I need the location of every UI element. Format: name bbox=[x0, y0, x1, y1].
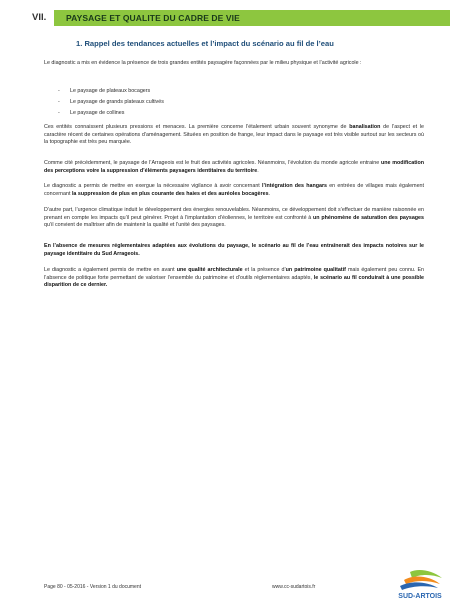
footer-page-info: Page 80 - 05-2016 - Version 1 du document bbox=[44, 584, 142, 590]
landscape-entities-list bbox=[58, 86, 420, 119]
text-bold: l’intégration des hangars bbox=[262, 183, 327, 189]
text-bold: une modification des perceptions voire la suppression d’éléments paysagers identitaires du territoire bbox=[44, 160, 425, 174]
paragraph-intro bbox=[44, 60, 424, 68]
text-bold: un patrimoine qualitatif bbox=[285, 267, 346, 273]
section-number: VII. bbox=[32, 12, 47, 23]
subsection-title: 1. Rappel des tendances actuelles et l’impact du scénario au fil de l’eau bbox=[76, 39, 334, 48]
text-bold: un phénomène de saturation des paysages bbox=[313, 214, 424, 221]
text-span: en entrées de villages mais également concernant bbox=[44, 183, 424, 197]
text-bold: En l’absence de mesures réglementaires adaptées aux évolutions du paysage, le scénario au fil de l’eau entraînerait des impacts notoires sur le paysage identitaire du Sud Arrageois. bbox=[44, 243, 424, 257]
paragraph-renewables bbox=[44, 207, 424, 230]
paragraph-urban-sprawl bbox=[44, 124, 424, 147]
text-span: Le diagnostic a également permis de mettre en avant bbox=[44, 267, 177, 273]
list-item: - Le paysage de collines bbox=[58, 108, 420, 119]
text-bold: une qualité architecturale bbox=[176, 267, 243, 273]
section-header bbox=[32, 10, 450, 26]
text-span: Ces entités connaissent plusieurs pressions et menaces. La première concerne l’étalement urbain souvent synonyme de bbox=[44, 124, 350, 130]
paragraph-conclusion-landscape bbox=[44, 243, 424, 258]
paragraph-intro-text: Le diagnostic a mis en évidence la présence de trois grandes entités paysagère façonnées par le milieu physique et l’activité agricole : bbox=[44, 60, 362, 66]
paragraph-hangars bbox=[44, 183, 424, 198]
text-bold: banalisation bbox=[349, 124, 381, 130]
text-bold: le scénario au fil conduirait à une possible disparition de ce dernier. bbox=[44, 274, 425, 289]
logo-text: SUD-ARTOIS bbox=[398, 593, 442, 600]
text-span: mais également peu connu. En l’absence de politique forte permettant de valoriser l’ensemble du patrimoine et d’outils réglementaires adaptés, bbox=[44, 267, 424, 281]
text-span: Le diagnostic a permis de mettre en exergue la nécessaire vigilance à avoir concernant bbox=[44, 183, 263, 189]
text-span: Comme cité précédemment, le paysage de l’Arrageois est le fruit des activités agricoles. Néanmoins, l’évolution du monde agricole entraine bbox=[44, 160, 381, 166]
text-span: qu’il convient de maîtriser afin de maintenir la qualité et l’unité des paysages. bbox=[44, 222, 226, 229]
paragraph-agriculture bbox=[44, 160, 424, 175]
sud-artois-logo bbox=[380, 566, 450, 600]
list-item: - Le paysage de grands plateaux cultivés bbox=[58, 97, 420, 108]
section-title: PAYSAGE ET QUALITE DU CADRE DE VIE bbox=[66, 13, 240, 23]
text-span: . bbox=[268, 190, 271, 197]
text-bold: la suppression de plus en plus courante des haies et des auréoles bocagères bbox=[71, 190, 269, 197]
list-item: - Le paysage de plateaux bocagers bbox=[58, 86, 420, 97]
text-span: D’autre part, l’urgence climatique induit le développement des énergies renouvelables. Néanmoins, ce développement doit s’effectuer de manière raisonnée en prenant en compte les impacts qu’il peut générer. Projet à l’implantation d’éoliennes, le territoire est confronté à bbox=[44, 207, 424, 221]
text-span: de l’aspect et le caractère récent de certaines opérations d’aménagement. Situées en position de frange, leur impact dans le paysage est très visible surtout sur les secteurs où la topographie est très peu marquée. bbox=[44, 124, 424, 146]
text-span: et la présence d’ bbox=[242, 267, 286, 273]
text-span: . bbox=[257, 167, 259, 174]
page-footer bbox=[44, 566, 450, 600]
paragraph-heritage bbox=[44, 267, 424, 290]
footer-url: www.cc-sudartois.fr bbox=[272, 584, 316, 590]
